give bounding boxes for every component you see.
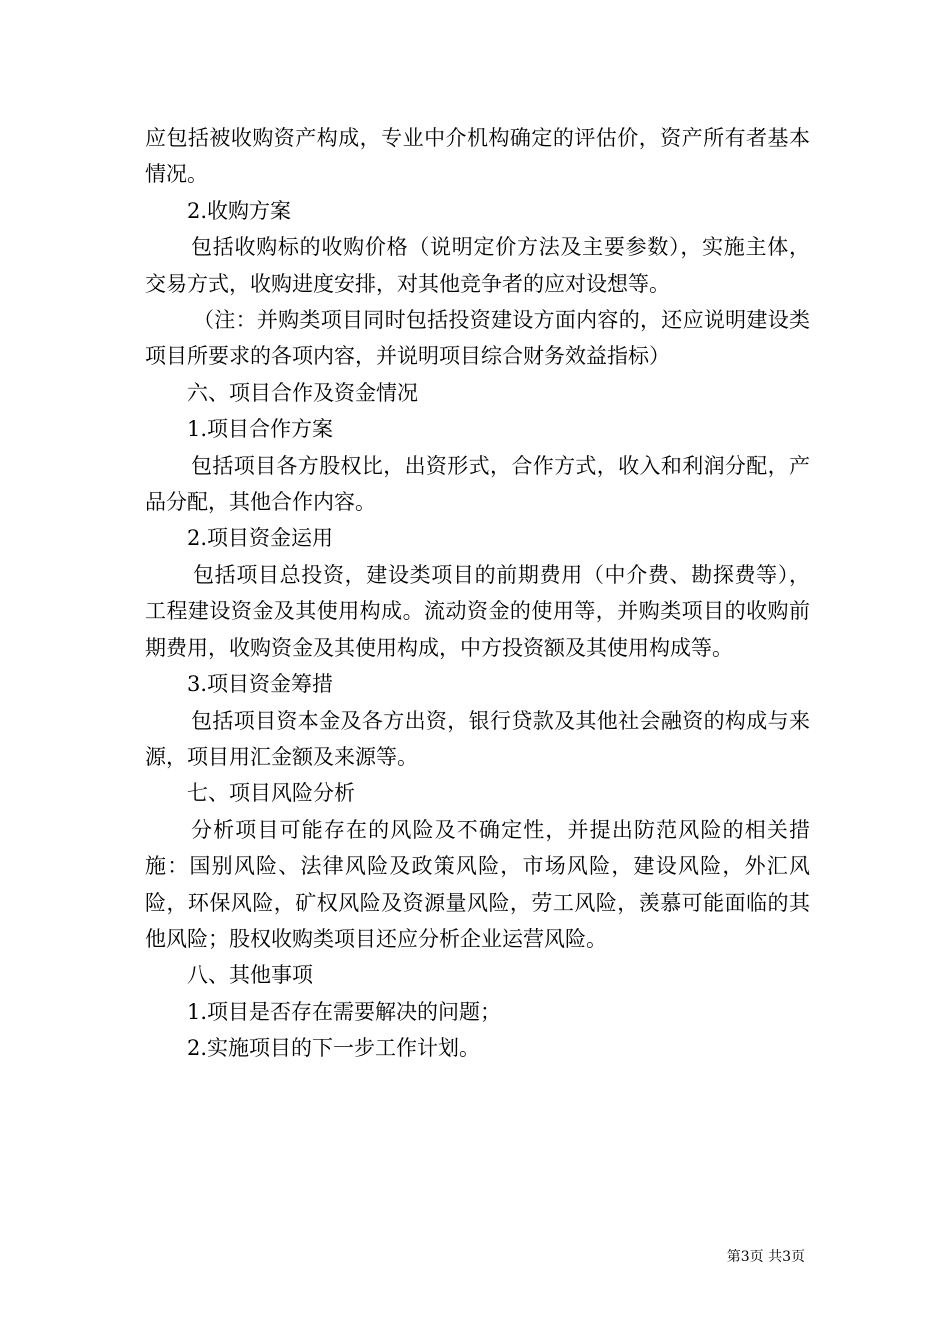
paragraph-fund-usage: 包括项目总投资，建设类项目的前期费用（中介费、勘探费等），工程建设资金及其使用构成。流动资金的使用等，并购类项目的收购前期费用，收购资金及其使用构成，中方投资额及其使用构成等。	[145, 562, 810, 660]
paragraph-acquisition-plan: 包括收购标的收购价格（说明定价方法及主要参数），实施主体，交易方式，收购进度安排，对其他竞争者的应对设想等。	[145, 235, 810, 296]
heading-fund-usage: 2.项目资金运用	[187, 526, 334, 551]
paragraph-fund-raising: 包括项目资本金及各方出资，银行贷款及其他社会融资的构成与来源，项目用汇金额及来源等。	[145, 708, 810, 769]
heading-risk-analysis: 七、项目风险分析	[187, 781, 355, 806]
list-item-issues: 1.项目是否存在需要解决的问题；	[187, 999, 502, 1024]
heading-other-matters: 八、其他事项	[187, 963, 313, 988]
list-item-next-steps: 2.实施项目的下一步工作计划。	[187, 1036, 481, 1061]
paragraph-asset-composition: 应包括被收购资产构成，专业中介机构确定的评估价，资产所有者基本情况。	[145, 126, 810, 187]
heading-cooperation-plan: 1.项目合作方案	[187, 417, 334, 442]
heading-cooperation-funds: 六、项目合作及资金情况	[187, 380, 418, 405]
paragraph-cooperation-plan: 包括项目各方股权比，出资形式，合作方式，收入和利润分配，产品分配，其他合作内容。	[145, 453, 810, 515]
heading-acquisition-plan: 2.收购方案	[187, 198, 292, 223]
paragraph-risk-analysis: 分析项目可能存在的风险及不确定性，并提出防范风险的相关措施：国别风险、法律风险及政策风险，市场风险，建设风险，外汇风险，环保风险，矿权风险及资源量风险，劳工风险，羡慕可能面临的其他风险；股权收购类项目还应分析企业运营风险。	[145, 817, 810, 951]
heading-fund-raising: 3.项目资金筹措	[187, 672, 334, 697]
page-number-footer: 第3页 共3页	[726, 1249, 805, 1265]
document-body	[145, 120, 810, 1067]
paragraph-note: （注：并购类项目同时包括投资建设方面内容的，还应说明建设类项目所要求的各项内容，并说明项目综合财务效益指标）	[145, 308, 810, 369]
